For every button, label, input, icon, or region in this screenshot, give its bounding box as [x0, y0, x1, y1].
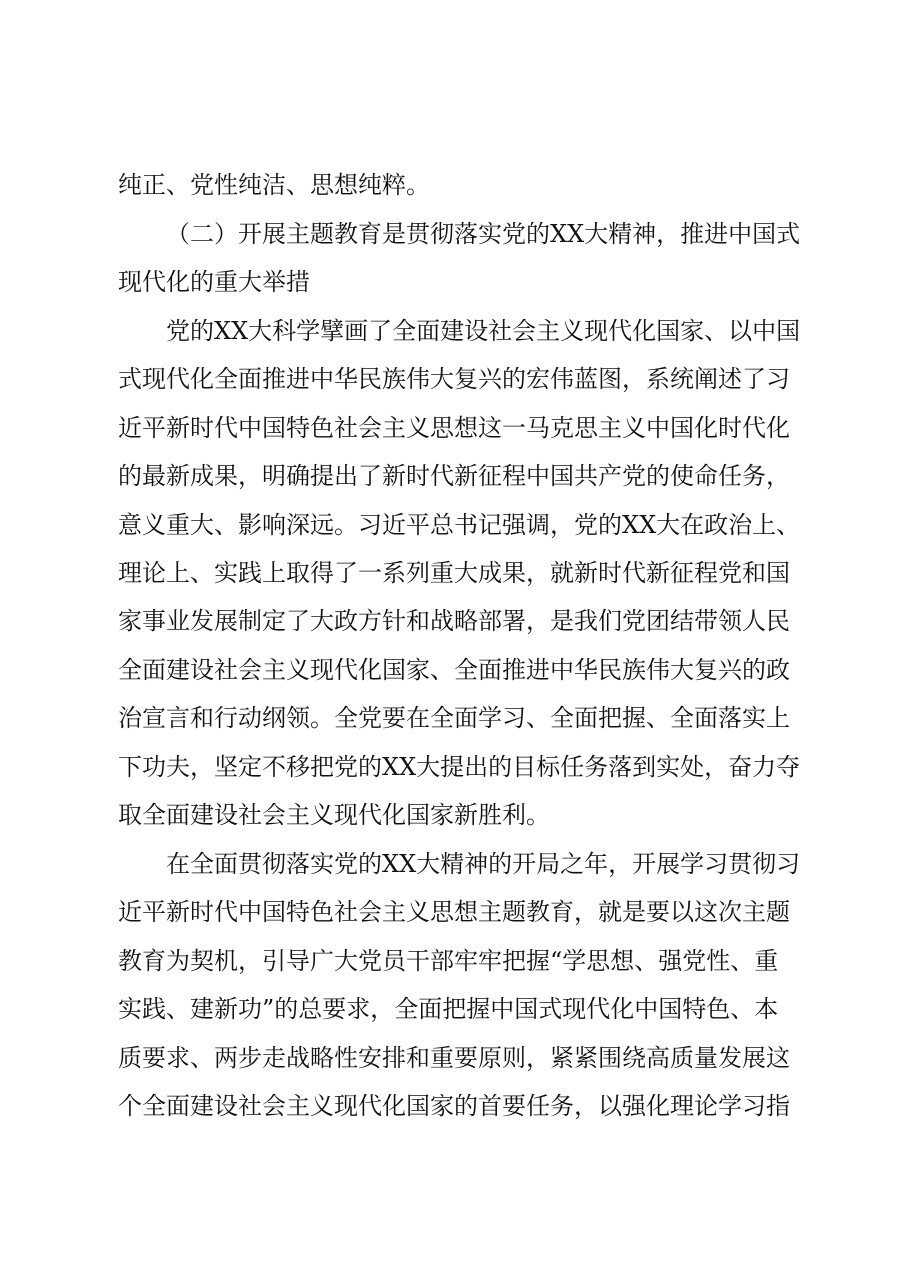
line-text: 意义重大、影响深远。习近平总书记强调，党的XX大在政治上、 [118, 511, 801, 539]
section-heading-text: （二）开展主题教育是贯彻落实党的XX大精神，推进中国式 [166, 220, 801, 248]
line-text: 党的XX大科学擘画了全面建设社会主义现代化国家、以中国 [166, 317, 801, 345]
line-text: 近平新时代中国特色社会主义思想主题教育，就是要以这次主题 [118, 898, 790, 926]
line-text: 个全面建设社会主义现代化国家的首要任务，以强化理论学习指 [118, 1092, 790, 1120]
line-text: 治宣言和行动纲领。全党要在全面学习、全面把握、全面落实上 [118, 704, 790, 732]
line-text: 实践、建新功”的总要求，全面把握中国式现代化中国特色、本 [118, 995, 779, 1023]
line-text: 在全面贯彻落实党的XX大精神的开局之年，开展学习贯彻习 [166, 850, 801, 878]
line-text: 取全面建设社会主义现代化国家新胜利。 [118, 801, 550, 829]
line-text: 全面建设社会主义现代化国家、全面推进中华民族伟大复兴的政 [118, 656, 790, 684]
section-heading-text: 现代化的重大举措 [118, 268, 310, 296]
line-text: 近平新时代中国特色社会主义思想这一马克思主义中国化时代化 [118, 414, 790, 442]
line-text: 质要求、两步走战略性安排和重要原则，紧紧围绕高质量发展这 [118, 1044, 790, 1072]
line-text: 教育为契机，引导广大党员干部牢牢把握“学思想、强党性、重 [118, 947, 779, 975]
line-text: 理论上、实践上取得了一系列重大成果，就新时代新征程党和国 [118, 559, 790, 587]
line-text: 下功夫，坚定不移把党的XX大提出的目标任务落到实处，奋力夺 [118, 753, 801, 781]
line-text: 式现代化全面推进中华民族伟大复兴的宏伟蓝图，系统阐述了习 [118, 365, 790, 393]
line-text: 家事业发展制定了大政方针和战略部署，是我们党团结带领人民 [118, 607, 790, 635]
line-text: 的最新成果，明确提出了新时代新征程中国共产党的使命任务， [118, 462, 790, 490]
line-text: 纯正、党性纯洁、思想纯粹。 [118, 171, 430, 199]
